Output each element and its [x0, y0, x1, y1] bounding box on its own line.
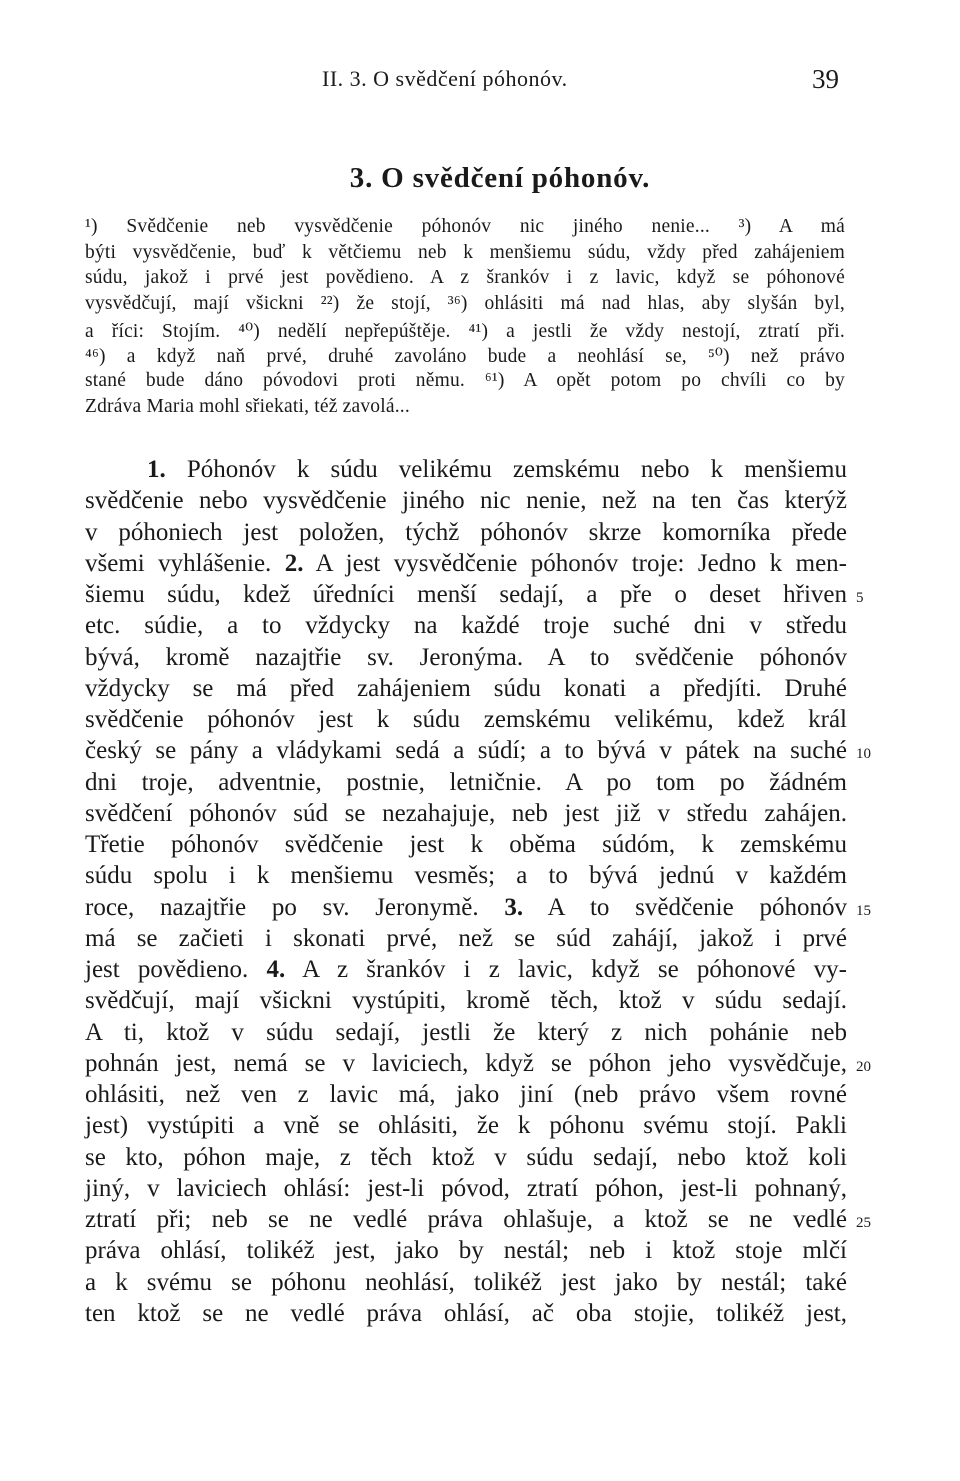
- text-line: [85, 1112, 847, 1143]
- paragraph-number: 3.: [504, 893, 524, 921]
- text-line-segment: A to svědčenie póhonóv: [523, 893, 847, 921]
- text-line-segment: bývá, kromě nazajtřie sv. Jeronýma. A to svědčenie póhonóv: [85, 643, 847, 671]
- text-line: [85, 987, 847, 1018]
- note-line: súdu, jakož i prvé jest povědieno. A z šrankóv i z lavic, když se póhonové: [85, 267, 845, 289]
- note-line: stané bude dáno póvodovi proti němu. ⁶¹) A opět potom po chvíli co by: [85, 370, 845, 392]
- text-line: [85, 1144, 847, 1175]
- text-line: [85, 519, 847, 550]
- margin-line-number: 10: [856, 746, 871, 763]
- text-line: [85, 737, 847, 768]
- text-line: [85, 831, 847, 862]
- main-text: [85, 456, 847, 1331]
- margin-line-number: 20: [856, 1058, 871, 1075]
- text-line-segment: pohnán jest, nemá se v laviciech, když se póhon jeho vysvědčuje,: [85, 1049, 847, 1077]
- text-line: [85, 1300, 847, 1331]
- paragraph-number: 1.: [147, 456, 166, 483]
- text-line-segment: se kto, póhon maje, z těch ktož v súdu sedají, nebo ktož koli: [85, 1143, 847, 1171]
- apparatus-notes: [85, 216, 845, 422]
- text-line-segment: má se začieti i skonati prvé, než se súd zahájí, jakož i prvé: [85, 924, 847, 952]
- margin-line-number: 15: [856, 902, 871, 919]
- note-line: vysvědčují, mají všickni ²²) že stojí, ³⁶) ohlásiti má nad hlas, aby slyšán byl,: [85, 293, 845, 315]
- text-line-segment: ten ktož se ne vedlé práva ohlásí, ač oba stojie, tolikéž jest,: [85, 1299, 847, 1327]
- text-line: [85, 612, 847, 643]
- text-line: [85, 581, 847, 612]
- text-line: [85, 800, 847, 831]
- text-line: [85, 1206, 847, 1237]
- text-line-segment: jiný, v laviciech ohlásí: jest-li póvod, ztratí póhon, jest-li pohnaný,: [85, 1174, 847, 1202]
- note-line: ⁴⁶) a když naň prvé, druhé zavoláno bude a neohlásí se, ⁵⁰) než právo: [85, 346, 845, 368]
- text-line-segment: jest povědieno.: [85, 956, 267, 983]
- text-line-segment: Třetie póhonóv svědčenie jest k oběma súdóm, k zemskému: [85, 831, 847, 858]
- text-line-segment: Póhonóv k súdu velikému zemskému nebo k menšiemu: [165, 456, 847, 483]
- margin-line-number: 25: [856, 1215, 871, 1231]
- paragraph-number: 4.: [266, 956, 286, 983]
- note-line: býti vysvědčenie, buď k větčiemu neb k menšiemu súdu, vždy před zahájeniem: [85, 241, 845, 263]
- text-line-segment: šiemu súdu, kdež úředníci menší sedají, a pře o deset hřiven: [85, 581, 847, 608]
- text-line: [85, 550, 847, 581]
- text-line: [85, 894, 847, 925]
- text-line: [85, 675, 847, 706]
- note-line: a říci: Stojím. ⁴⁰) nedělí nepřepúštěje. ⁴¹) a jestli že vždy nestojí, ztratí při.: [85, 320, 845, 342]
- text-line: [85, 1237, 847, 1268]
- text-line-segment: český se pány a vládykami sedá a súdí; a to bývá v pátek na suché: [85, 737, 847, 765]
- text-line: [85, 956, 847, 987]
- text-line: [85, 706, 847, 737]
- text-line: [85, 487, 847, 518]
- text-line-segment: svědčenie póhonóv jest k súdu zemskému velikému, kdež král: [85, 706, 847, 733]
- text-line: [85, 1175, 847, 1206]
- paragraph-number: 2.: [284, 549, 304, 577]
- text-line-segment: A z šrankóv i z lavic, když se póhonové vy-: [285, 956, 848, 983]
- text-line: [85, 1081, 847, 1112]
- text-line: [85, 769, 847, 800]
- note-line: Zdráva Maria mohl sřiekati, též zavolá...: [85, 395, 410, 417]
- margin-line-number: 5: [856, 590, 864, 606]
- text-line-segment: súdu spolu i k menšiemu vesměs; a to bývá jednú v každém: [85, 862, 847, 890]
- text-line-segment: A ti, ktož v súdu sedají, jestli že který z nich pohánie neb: [85, 1018, 847, 1046]
- text-line: [85, 862, 847, 893]
- text-line: [85, 1269, 847, 1300]
- text-line-segment: etc. súdie, a to vždycky na každé troje suché dni v středu: [85, 612, 847, 640]
- text-line-segment: a k svému se póhonu neohlásí, tolikéž jest jako by nestál; také: [85, 1268, 847, 1296]
- section-title: 3. O svědčení póhonóv.: [349, 162, 651, 194]
- text-line-segment: jest) vystúpiti a vně se ohlásiti, že k póhonu svému stojí. Pakli: [85, 1112, 847, 1140]
- page-header: [0, 62, 960, 102]
- text-line-segment: svědčení póhonóv súd se nezahajuje, neb jest již v středu zahájen.: [85, 799, 847, 827]
- text-line-segment: vždycky se má před zahájeniem súdu konati a předjíti. Druhé: [85, 674, 847, 702]
- note-line: ¹) Svědčenie neb vysvědčenie póhonóv nic jiného nenie... ³) A má: [85, 216, 845, 237]
- text-line: [85, 456, 847, 487]
- text-line-segment: všemi vyhlášenie.: [85, 549, 285, 577]
- text-line: [85, 925, 847, 956]
- text-line: [85, 644, 847, 675]
- page-number: 39: [812, 64, 839, 94]
- text-line-segment: roce, nazajtřie po sv. Jeronymě.: [85, 893, 505, 921]
- text-line: [85, 1050, 847, 1081]
- text-line-segment: dni troje, adventnie, postnie, letničnie. A po tom po žádném: [85, 768, 847, 796]
- text-line-segment: ohlásiti, než ven z lavic má, jako jiní (neb právo všem rovné: [85, 1081, 847, 1108]
- text-line-segment: ztratí při; neb se ne vedlé práva ohlašuje, a ktož se ne vedlé: [85, 1206, 847, 1233]
- running-head: II. 3. O svědčení póhonóv.: [322, 66, 568, 91]
- text-line-segment: práva ohlásí, tolikéž jest, jako by nestál; neb i ktož stoje mlčí: [85, 1237, 847, 1265]
- text-line: [85, 1019, 847, 1050]
- text-line-segment: svědčenie nebo vysvědčenie jiného nic nenie, než na ten čas kterýž: [85, 487, 847, 515]
- text-line-segment: svědčují, mají všickni vystúpiti, kromě těch, ktož v súdu sedají.: [85, 987, 847, 1015]
- text-line-segment: A jest vysvědčenie póhonóv troje: Jedno k men-: [303, 549, 847, 577]
- text-line-segment: v póhoniech jest položen, týchž póhonóv skrze komorníka přede: [85, 518, 847, 546]
